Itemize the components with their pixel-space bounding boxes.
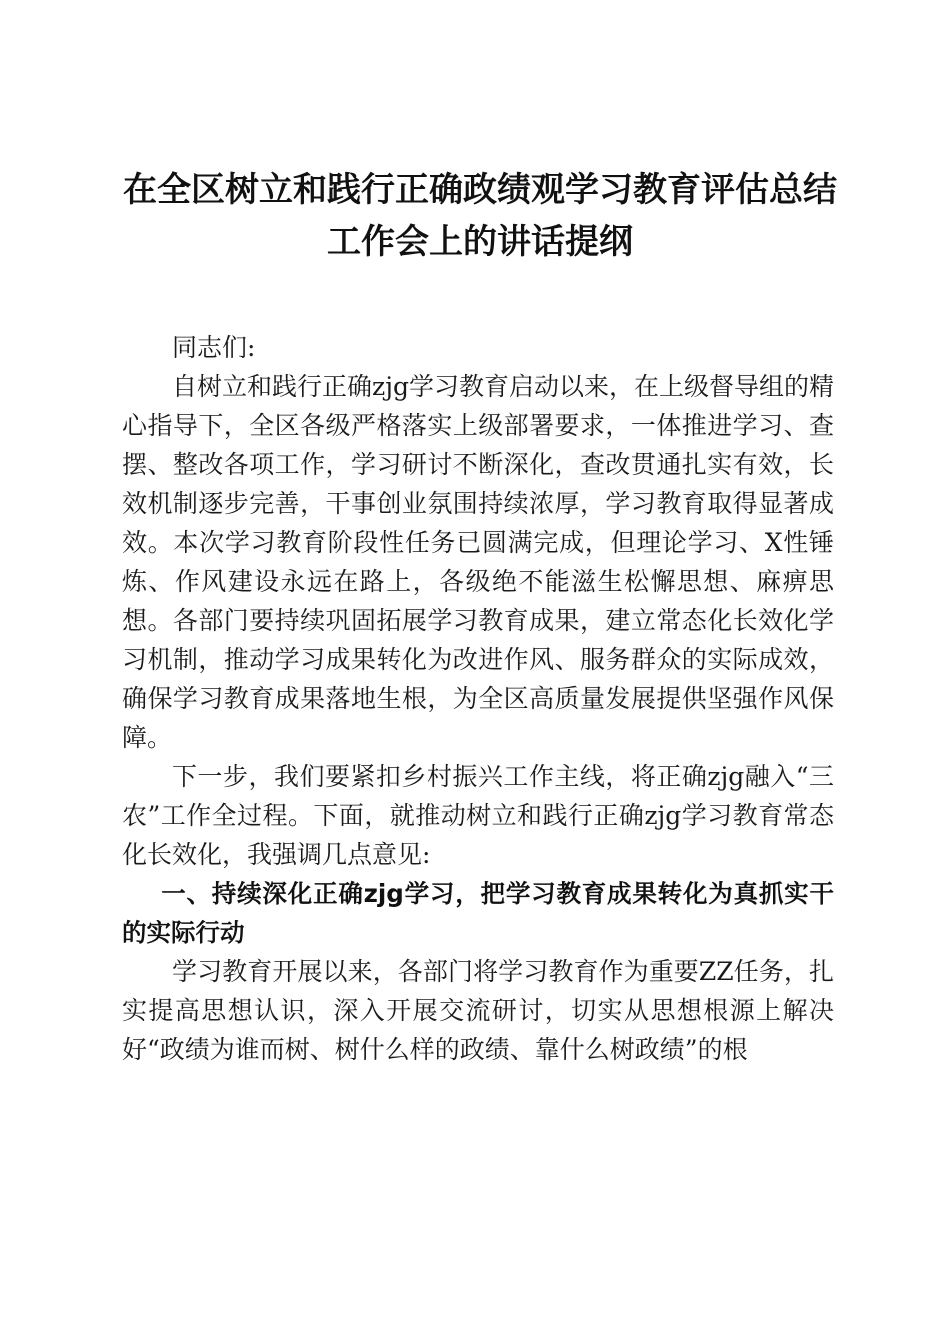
document-body [122, 328, 834, 1069]
paragraph-intro: 自树立和践行正确zjg学习教育启动以来，在上级督导组的精心指导下，全区各级严格落实上级部署要求，一体推进学习、查摆、整改各项工作，学习研讨不断深化，查改贯通扎实有效，长效机制逐步完善，干事创业氛围持续浓厚，学习教育取得显著成效。本次学习教育阶段性任务已圆满完成，但理论学习、X性锤炼、作风建设永远在路上，各级绝不能滋生松懈思想、麻痹思想。各部门要持续巩固拓展学习教育成果，建立常态化长效化学习机制，推动学习成果转化为改进作风、服务群众的实际成效，确保学习教育成果落地生根，为全区高质量发展提供坚强作风保障。 [122, 372, 834, 752]
document-title: 在全区树立和践行正确政绩观学习教育评估总结工作会上的讲话提纲 [123, 170, 837, 262]
salutation: 同志们: [172, 333, 256, 362]
section-heading-1: 一、持续深化正确zjg学习，把学习教育成果转化为真抓实干的实际行动 [122, 879, 834, 947]
paragraph-section-1: 学习教育开展以来，各部门将学习教育作为重要ZZ任务，扎实提高思想认识，深入开展交流研讨，切实从思想根源上解决好“政绩为谁而树、树什么样的政绩、靠什么树政绩”的根 [122, 957, 834, 1064]
paragraph-next-steps: 下一步，我们要紧扣乡村振兴工作主线，将正确zjg融入“三农”工作全过程。下面，就推动树立和践行正确zjg学习教育常态化长效化，我强调几点意见: [122, 762, 834, 869]
